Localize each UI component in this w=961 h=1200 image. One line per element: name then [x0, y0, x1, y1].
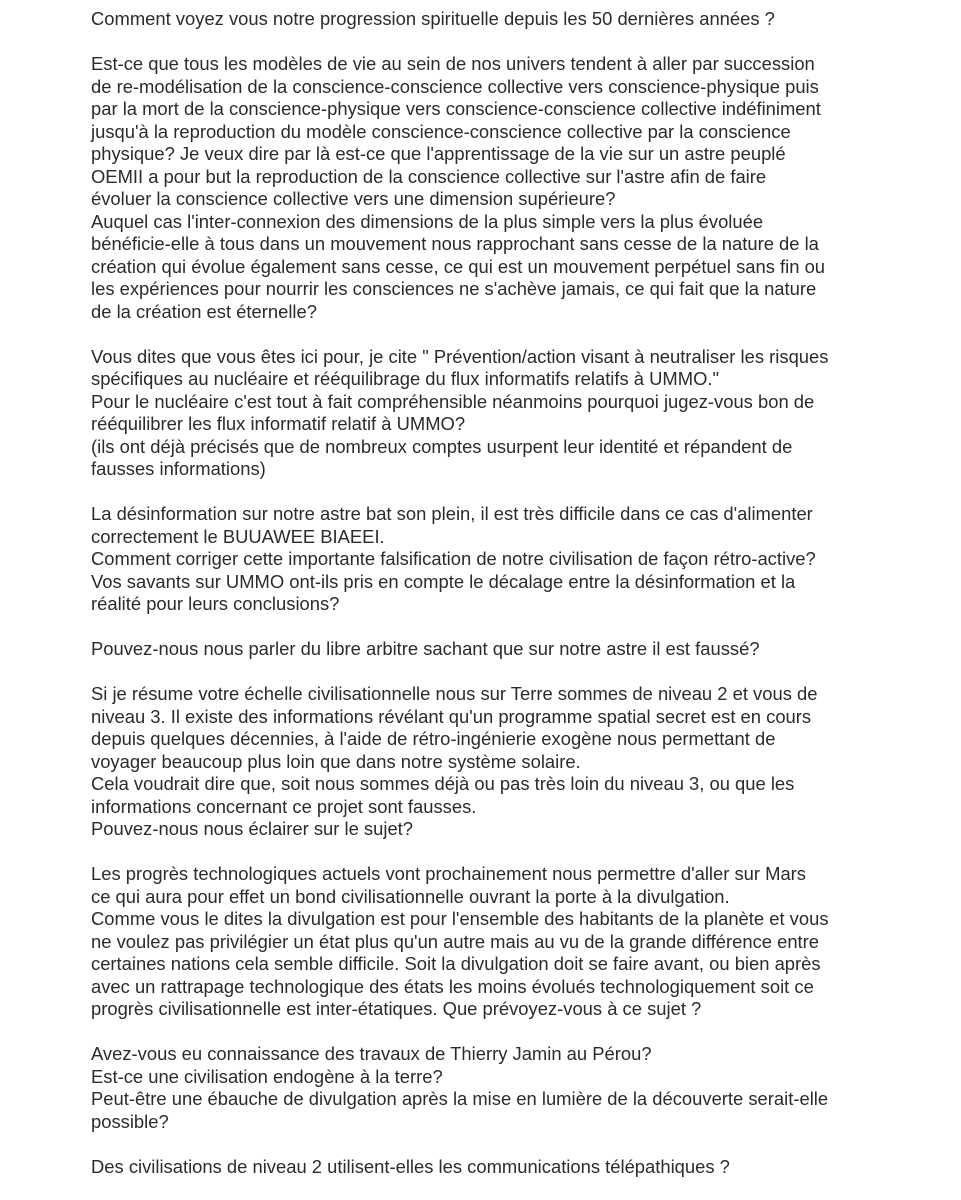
text-line: jusqu'à la reproduction du modèle conscience-conscience collective par la conscience — [91, 120, 791, 142]
paragraph-spacer — [91, 616, 921, 639]
paragraph-spacer — [91, 481, 921, 504]
text-line: progrès civilisationnelle est inter-étatiques. Que prévoyez-vous à ce sujet ? — [91, 998, 702, 1019]
paragraph-spacer — [91, 31, 921, 54]
paragraph-spacer — [91, 323, 921, 346]
text-line: ne voulez pas privilégier un état plus qu'un autre mais au vu de la grande différence entre — [91, 930, 820, 952]
paragraph-spacer — [91, 1133, 921, 1156]
paragraph-spacer — [91, 1021, 921, 1044]
text-line: de re-modélisation de la conscience-conscience collective vers conscience-physique puis — [91, 75, 819, 97]
text-line: correctement le BUUAWEE BIAEEI. — [91, 525, 385, 547]
question-list — [91, 8, 921, 1178]
text-line: les expériences pour nourrir les consciences ne s'achève jamais, ce qui fait que la nature — [91, 278, 817, 299]
text-line: (ils ont déjà précisés que de nombreux comptes usurpent leur identité et répandent de — [91, 435, 793, 457]
text-line: possible? — [91, 1110, 169, 1132]
text-line: ce qui aura pour effet un bond civilisationnelle ouvrant la porte à la divulgation. — [91, 885, 730, 907]
text-line: Les progrès technologiques actuels vont prochainement nous permettre d'aller sur Mars — [91, 863, 806, 884]
text-line: voyager beaucoup plus loin que dans notre système solaire. — [91, 750, 581, 772]
text-line: depuis quelques décennies, à l'aide de rétro-ingénierie exogène nous permettant de — [91, 728, 776, 749]
text-line: Pouvez-nous nous parler du libre arbitre sachant que sur notre astre il est faussé? — [91, 638, 760, 659]
text-line: création qui évolue également sans cesse, ce qui est un mouvement perpétuel sans fin ou — [91, 255, 826, 277]
text-line: informations concernant ce projet sont fausses. — [91, 795, 477, 817]
text-line: Peut-être une ébauche de divulgation après la mise en lumière de la découverte serait-elle — [91, 1088, 829, 1109]
text-line: Vos savants sur UMMO ont-ils pris en compte le décalage entre la désinformation et la — [91, 570, 796, 592]
text-line: Si je résume votre échelle civilisationnelle nous sur Terre sommes de niveau 2 et vous de — [91, 683, 818, 704]
text-line: certaines nations cela semble difficile. Soit la divulgation doit se faire avant, ou bien après — [91, 953, 821, 974]
text-line: Vous dites que vous êtes ici pour, je cite " Prévention/action visant à neutraliser les risques — [91, 345, 829, 367]
text-line: Est-ce que tous les modèles de vie au sein de nos univers tendent à aller par succession — [91, 53, 815, 74]
text-line: Comment voyez vous notre progression spirituelle depuis les 50 dernières années ? — [91, 8, 775, 29]
text-line: avec un rattrapage technologique des états les moins évolués technologiquement soit ce — [91, 975, 814, 997]
text-line: réalité pour leurs conclusions? — [91, 593, 340, 614]
text-line: OEMII a pour but la reproduction de la conscience collective sur l'astre afin de faire — [91, 165, 767, 187]
text-line: niveau 3. Il existe des informations révélant qu'un programme spatial secret est en cours — [91, 705, 812, 727]
text-line: par la mort de la conscience-physique vers conscience-conscience collective indéfiniment — [91, 98, 821, 119]
text-line: physique? Je veux dire par là est-ce que l'apprentissage de la vie sur un astre peuplé — [91, 143, 786, 164]
text-line: bénéficie-elle à tous dans un mouvement nous rapprochant sans cesse de la nature de la — [91, 233, 819, 254]
text-line: Pouvez-nous nous éclairer sur le sujet? — [91, 818, 414, 839]
text-line: Des civilisations de niveau 2 utilisent-elles les communications télépathiques ? — [91, 1155, 730, 1177]
text-line: Comme vous le dites la divulgation est pour l'ensemble des habitants de la planète et vous — [91, 908, 829, 929]
text-line: Avez-vous eu connaissance des travaux de Thierry Jamin au Pérou? — [91, 1043, 652, 1064]
paragraph-spacer — [91, 661, 921, 684]
paragraph-spacer — [91, 841, 921, 864]
text-line: rééquilibrer les flux informatif relatif à UMMO? — [91, 413, 466, 434]
text-line: Est-ce une civilisation endogène à la terre? — [91, 1065, 443, 1087]
text-line: Auquel cas l'inter-connexion des dimensions de la plus simple vers la plus évoluée — [91, 210, 764, 232]
text-line: Cela voudrait dire que, soit nous sommes déjà ou pas très loin du niveau 3, ou que les — [91, 773, 795, 794]
text-line: La désinformation sur notre astre bat son plein, il est très difficile dans ce cas d'alimenter — [91, 503, 813, 524]
text-line: spécifiques au nucléaire et rééquilibrage du flux informatifs relatifs à UMMO." — [91, 368, 720, 389]
text-line: fausses informations) — [91, 458, 266, 479]
text-line: de la création est éternelle? — [91, 300, 317, 322]
text-line: Pour le nucléaire c'est tout à fait compréhensible néanmoins pourquoi jugez-vous bon de — [91, 390, 815, 412]
text-line: Comment corriger cette importante falsification de notre civilisation de façon rétro-active? — [91, 548, 816, 569]
text-line: évoluer la conscience collective vers une dimension supérieure? — [91, 188, 616, 209]
